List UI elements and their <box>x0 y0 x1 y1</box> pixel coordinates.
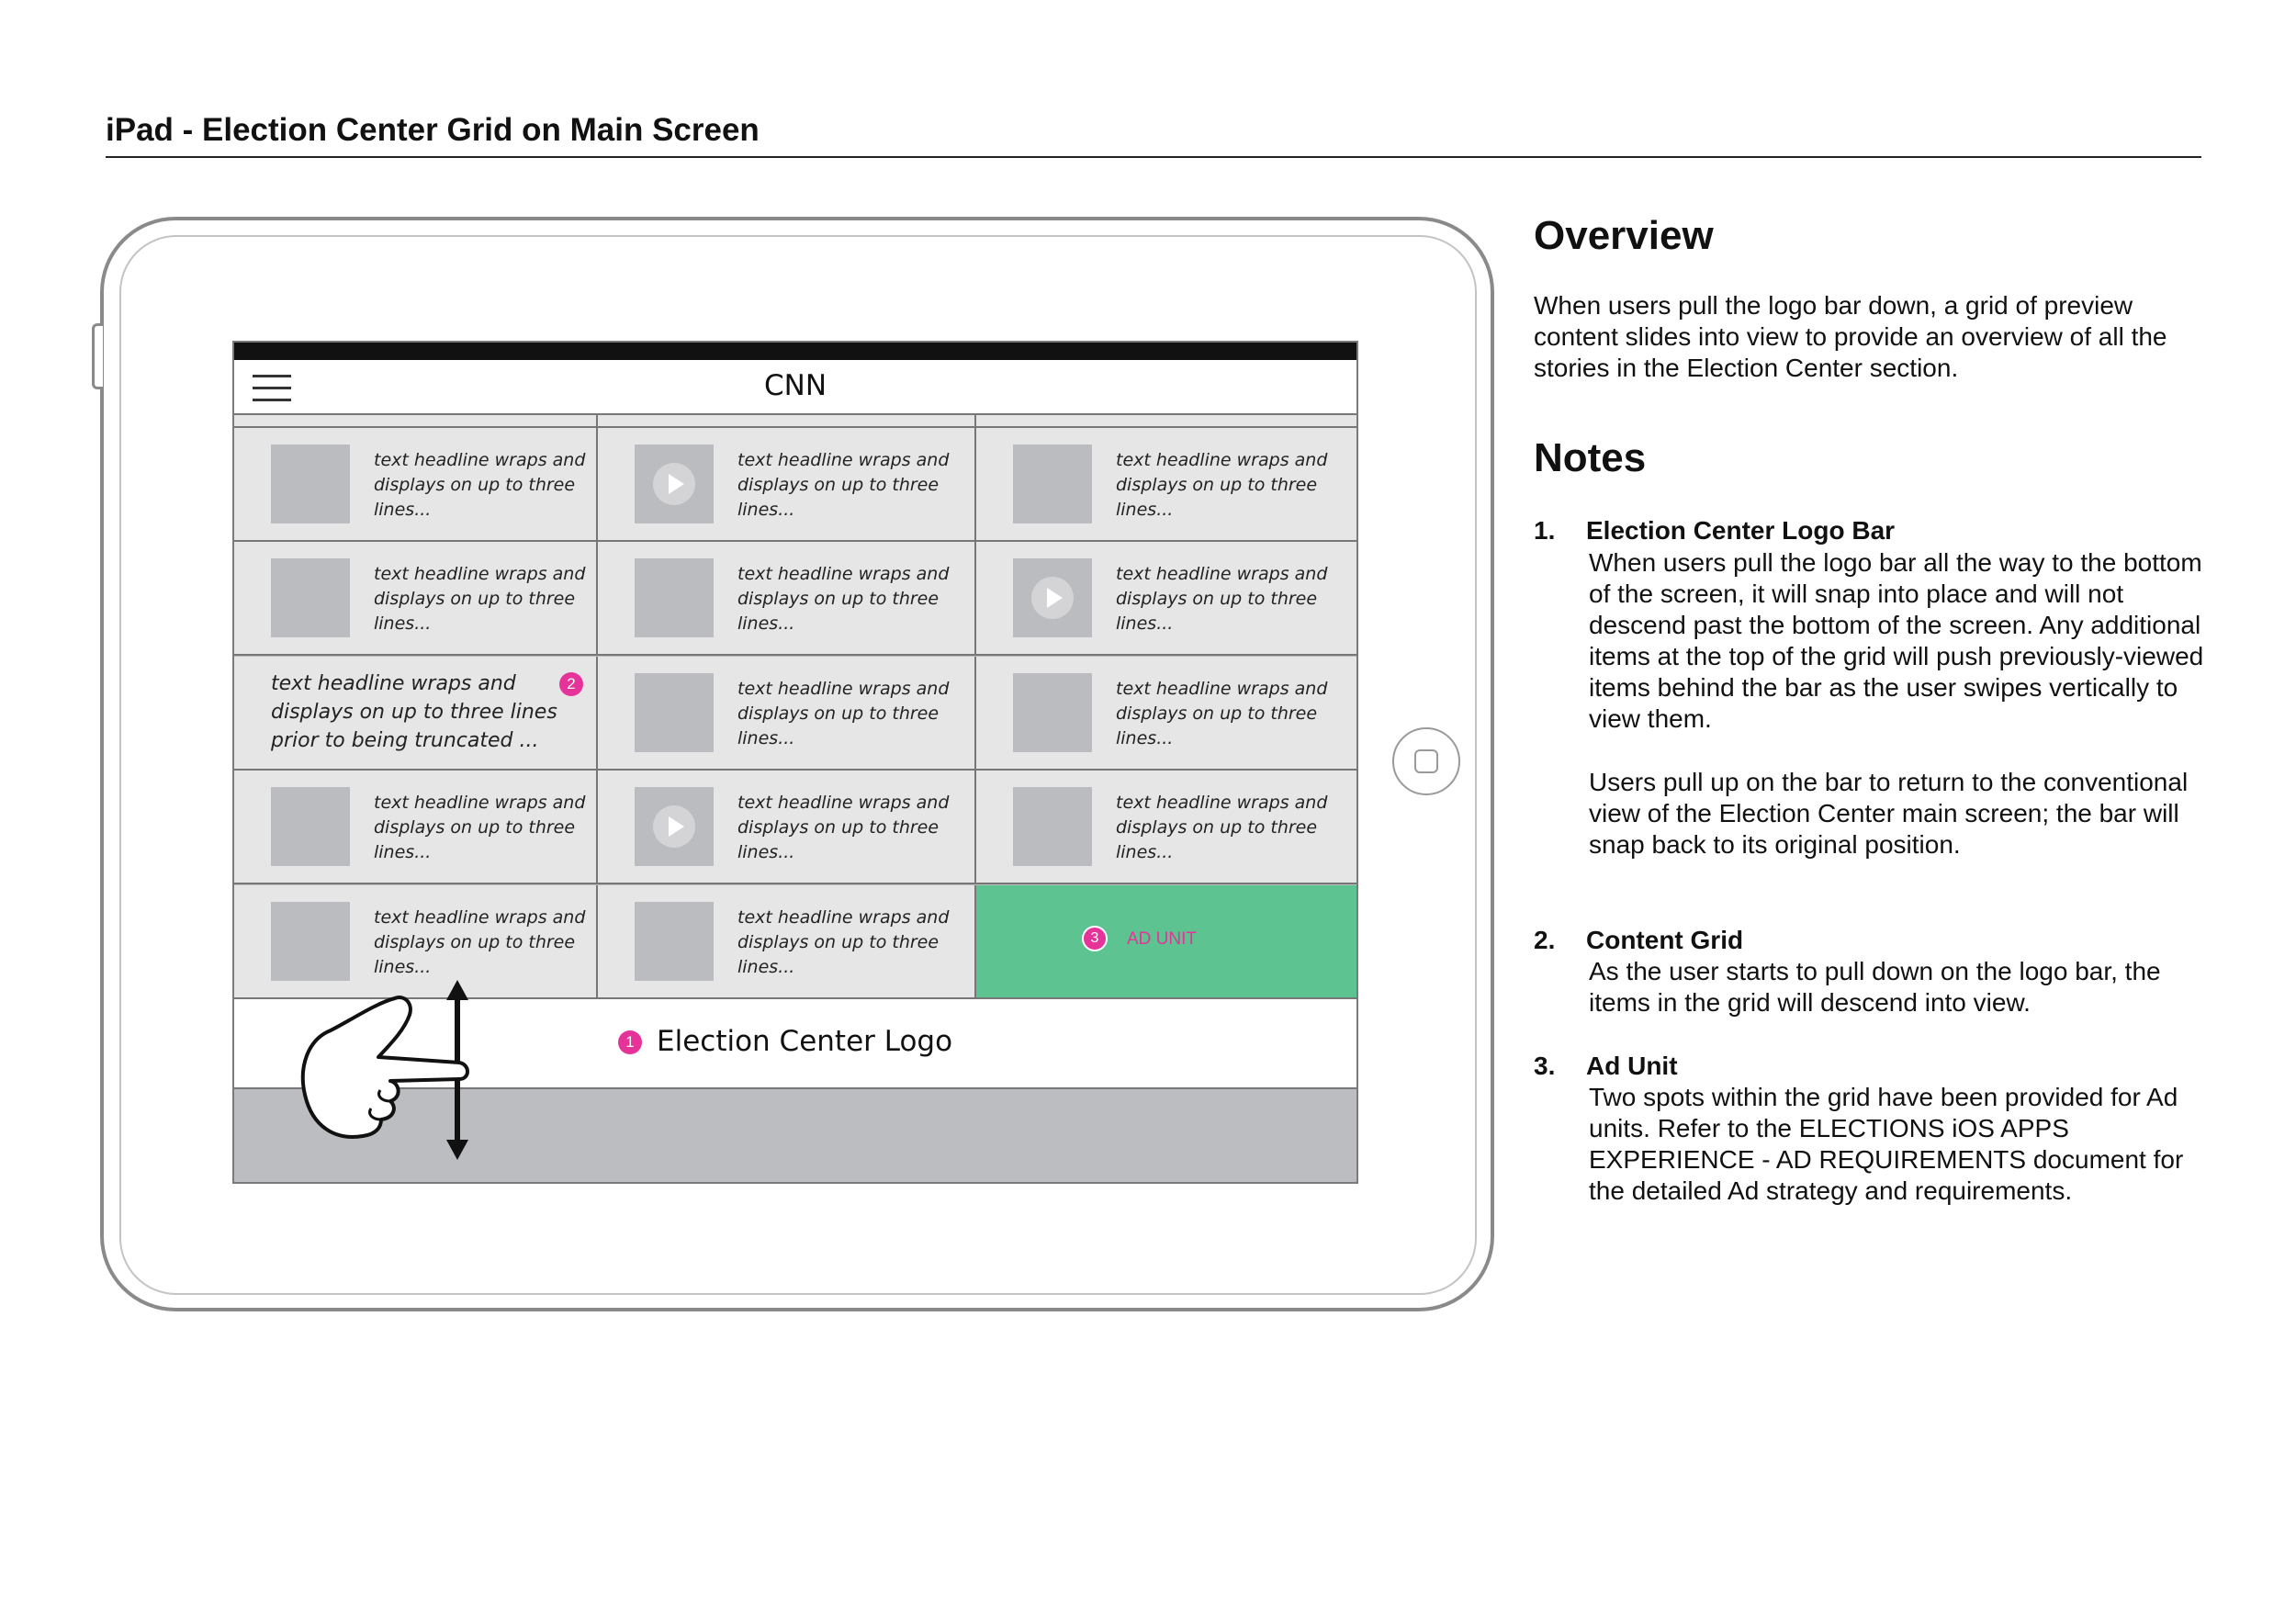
headline-text: text headline wraps and displays on up to three lines... <box>374 906 586 977</box>
title-divider <box>106 156 2201 158</box>
play-icon <box>1031 577 1074 619</box>
ad-unit-label: AD UNIT <box>1127 928 1197 949</box>
grid-cell[interactable] <box>598 771 976 884</box>
content-grid-badge: 2 <box>559 672 583 696</box>
image-thumbnail <box>271 444 350 523</box>
overview-heading: Overview <box>1534 213 1714 258</box>
note-1-body-a: When users pull the logo bar all the way to the bottom of the screen, it will snap into place and will not descend past the bottom of the screen. Any additional items at the top of the grid will push previously-viewed items behind the bar as the user swipes vertically to view them. <box>1589 548 2204 733</box>
note-1-title: Election Center Logo Bar <box>1586 516 1896 545</box>
headline-text: text headline wraps and displays on up to three lines... <box>1116 564 1328 635</box>
grid-cell[interactable] <box>598 542 976 656</box>
note-1-number: 1. <box>1534 516 1556 545</box>
grid-cell[interactable] <box>598 657 976 771</box>
headline-text: text headline wraps and displays on up to three lines... <box>737 793 950 863</box>
grid-cell[interactable] <box>976 542 1356 656</box>
headline-text: text headline wraps and displays on up to three lines... <box>1116 678 1328 748</box>
note-1-body-b: Users pull up on the bar to return to the conventional view of the Election Center main screen; the bar will snap back to its original position. <box>1589 768 2189 859</box>
overview-text: When users pull the logo bar down, a grid of preview content slides into view to provide an overview of all the stories in the Election Center section. <box>1534 291 2167 382</box>
headline-text: text headline wraps and displays on up to three lines... <box>737 906 950 977</box>
nav-title: CNN <box>763 369 827 402</box>
headline-text-large: text headline wraps and displays on up to three lines prior to being truncated ... <box>271 671 557 752</box>
content-grid <box>234 428 1356 999</box>
ad-unit[interactable] <box>976 885 1356 999</box>
image-thumbnail <box>271 787 350 866</box>
note-3-title: Ad Unit <box>1586 1052 1678 1080</box>
headline-text: text headline wraps and displays on up to three lines... <box>374 793 586 863</box>
image-thumbnail <box>635 558 714 637</box>
image-thumbnail <box>271 558 350 637</box>
video-thumbnail <box>635 444 714 523</box>
grid-cell[interactable] <box>976 657 1356 771</box>
note-3-body: Two spots within the grid have been provided for Ad units. Refer to the ELECTIONS iOS APPS EXPERIENCE - AD REQUIREMENTS document for the detailed Ad strategy and requirements. <box>1589 1083 2184 1205</box>
headline-text: text headline wraps and displays on up to three lines... <box>374 564 586 635</box>
ipad-side-button <box>92 323 103 389</box>
page-title: iPad - Election Center Grid on Main Screen <box>106 112 760 148</box>
headline-text: text headline wraps and displays on up to three lines... <box>737 678 950 748</box>
note-2-title: Content Grid <box>1586 926 1744 954</box>
notes-heading: Notes <box>1534 435 1647 480</box>
image-thumbnail <box>1013 444 1092 523</box>
logo-bar-badge: 1 <box>618 1030 642 1054</box>
grid-cell[interactable] <box>976 771 1356 884</box>
note-2-body: As the user starts to pull down on the logo bar, the items in the grid will descend into view. <box>1589 957 2161 1017</box>
grid-cell[interactable] <box>598 428 976 542</box>
grid-cell[interactable] <box>234 542 598 656</box>
peek-row <box>234 415 1356 428</box>
grid-cell[interactable] <box>598 885 976 999</box>
image-thumbnail <box>271 902 350 981</box>
image-thumbnail <box>635 673 714 752</box>
grid-cell[interactable] <box>234 771 598 884</box>
hand-swipe-icon <box>303 997 467 1137</box>
gesture-overlay <box>294 980 478 1164</box>
video-thumbnail <box>1013 558 1092 637</box>
headline-text: text headline wraps and displays on up to three lines... <box>1116 450 1328 520</box>
home-button-icon[interactable] <box>1392 727 1460 795</box>
grid-cell[interactable] <box>234 657 598 771</box>
home-button-square <box>1414 749 1438 773</box>
note-2-number: 2. <box>1534 926 1556 954</box>
image-thumbnail <box>1013 673 1092 752</box>
headline-text: text headline wraps and displays on up to three lines... <box>1116 793 1328 863</box>
note-3-number: 3. <box>1534 1052 1556 1080</box>
video-thumbnail <box>635 787 714 866</box>
play-icon <box>653 463 695 505</box>
grid-cell[interactable] <box>234 428 598 542</box>
headline-text: text headline wraps and displays on up to three lines... <box>737 564 950 635</box>
ad-unit-badge: 3 <box>1082 926 1108 951</box>
grid-cell[interactable] <box>976 428 1356 542</box>
nav-bar <box>234 360 1356 415</box>
status-bar <box>234 343 1356 360</box>
image-thumbnail <box>1013 787 1092 866</box>
election-center-logo: Election Center Logo <box>657 1025 953 1058</box>
headline-text: text headline wraps and displays on up to three lines... <box>737 450 950 520</box>
headline-text: text headline wraps and displays on up to three lines... <box>374 450 586 520</box>
play-icon <box>653 805 695 848</box>
image-thumbnail <box>635 902 714 981</box>
